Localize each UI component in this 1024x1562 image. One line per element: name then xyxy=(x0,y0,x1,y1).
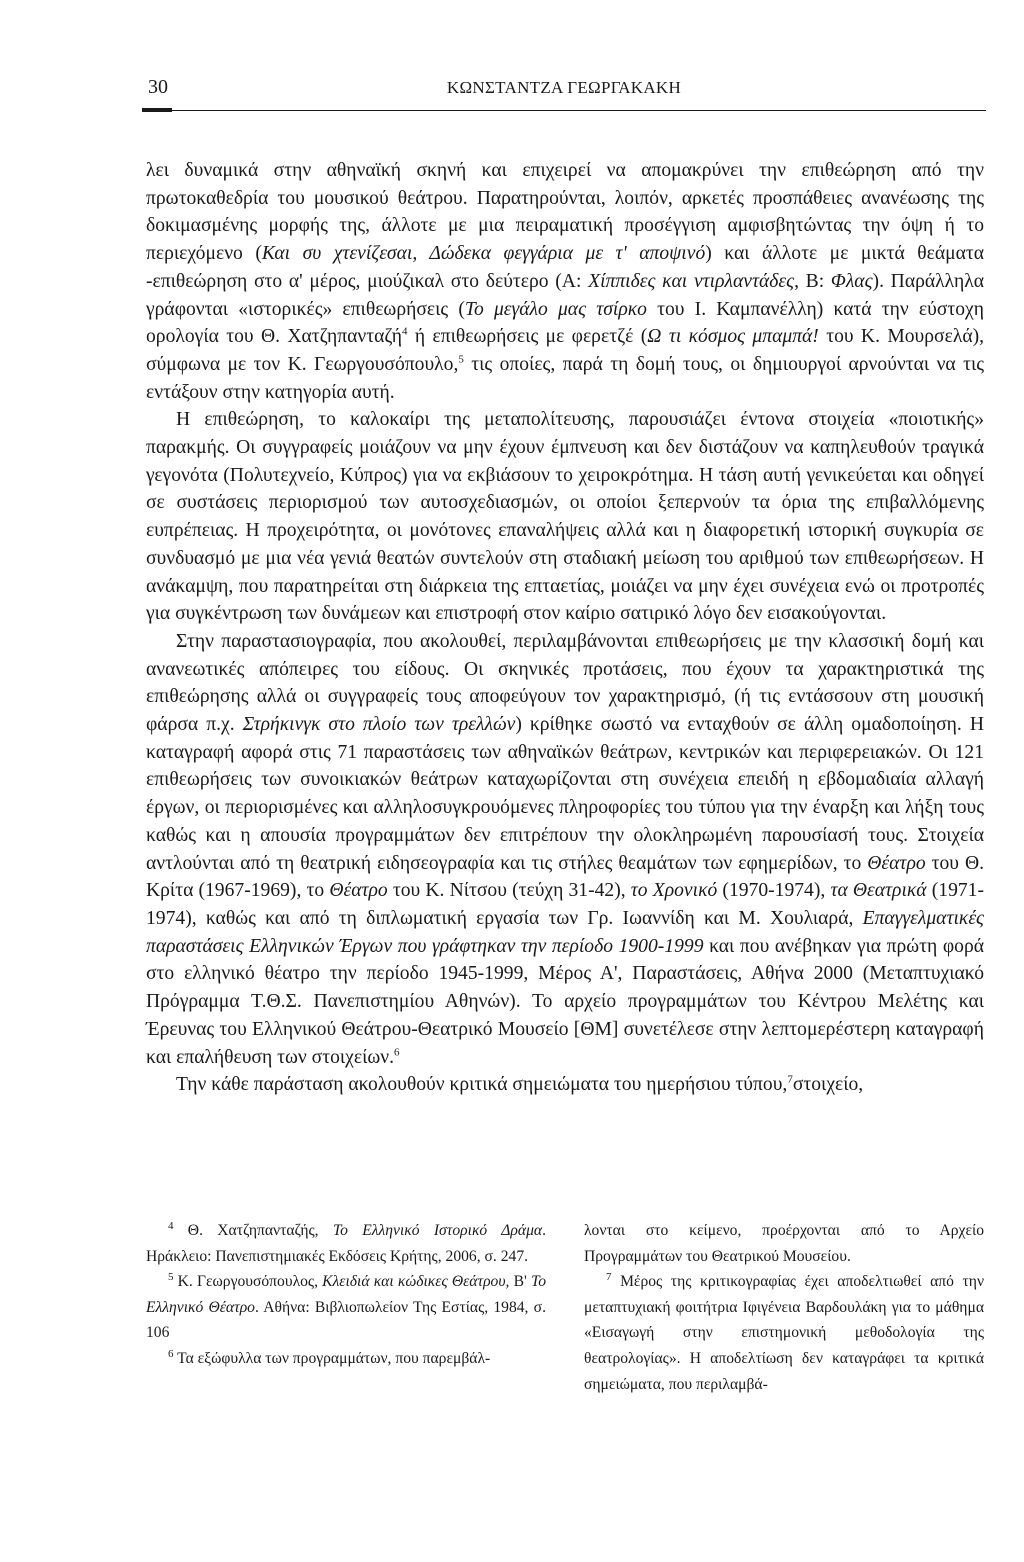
italic-title: Φλας xyxy=(830,270,873,292)
header-rule xyxy=(142,110,986,111)
text-run: . Αθήνα: Βιβλιοπωλείον Της Εστίας, 1984, σ. 106 xyxy=(146,1298,546,1342)
italic-title: Στρήκινγκ στο πλοίο των τρελλών xyxy=(242,714,516,736)
text-run: ). Παράλληλα γράφονται «ιστορικές» επιθεωρήσεις ( xyxy=(146,270,984,320)
footnote-7 xyxy=(584,1269,984,1397)
footnotes-left-column xyxy=(146,1218,546,1372)
footnote-ref: 7 xyxy=(606,1271,612,1283)
footnote-ref: 5 xyxy=(458,353,464,366)
italic-title: Το μεγάλο μας τσίρκο xyxy=(464,298,647,320)
text-run: Στην παραστασιογραφία, που ακολουθεί, περιλαμβάνονται επιθεωρήσεις με την κλασσική δομή και ανανεωτικές απόπειρες του είδους. Οι σκηνικές προτάσεις, που έχουν τα χαρακτηριστικά της επιθεώρησης αλλά οι συγγραφείς τους αποφεύγουν τον χαρακτηρισμό, (ή τις εντάσσουν στη μουσική φάρσα π.χ. xyxy=(146,630,984,736)
text-run: του Θ. Κρίτα (1967-1969), το xyxy=(146,852,985,902)
footnote-5 xyxy=(146,1269,546,1346)
italic-title: Θέατρο xyxy=(329,880,388,902)
paragraph-1 xyxy=(146,157,984,406)
page-header xyxy=(142,76,986,102)
footnotes-right-column xyxy=(584,1218,984,1397)
text-run: Κ. Γεωργουσόπουλος, xyxy=(173,1273,323,1291)
footnote-ref: 7 xyxy=(787,1073,793,1086)
running-title: ΚΩΝΣΤΑΝΤΖΑ ΓΕΩΡΓΑΚΑΚΗ xyxy=(446,78,682,97)
footnote-ref: 6 xyxy=(168,1347,174,1360)
text-run: λονται στο κείμενο, προέρχονται από το Αρχείο Προγραμμάτων του Θεατρικού Μουσείου. xyxy=(584,1222,984,1265)
text-run: λει δυναμικά στην αθηναϊκή σκηνή και επιχειρεί να απομακρύνει την επιθεώρηση από την πρωτοκαθεδρία του μουσικού θεάτρου. Παρατηρούνται, λοιπόν, αρκετές προσπάθειες ανανέωσης της δοκιμασμένης μορφής της, άλλοτε με μια πειραματική προσέγγιση αμφισβητώντας την όψη ή το περιεχόμενο ( xyxy=(146,160,984,265)
text-run: τις οποίες, παρά τη δομή τους, οι δημιουργοί αρνούνται να τις εντάξουν στην κατηγορία αυτή. xyxy=(146,353,984,403)
italic-title: Το Ελληνικό Θέατρο xyxy=(146,1273,546,1316)
text-run: (1971-1974), καθώς και από τη διπλωματική εργασία των Γρ. Ιωαννίδη και Μ. Χουλιαρά, xyxy=(146,880,984,929)
paragraph-2 xyxy=(146,406,984,628)
footnote-6-continued xyxy=(584,1218,984,1269)
footnote-ref: 4 xyxy=(168,1219,174,1232)
italic-title: Χίππιδες και ντιρλαντάδες xyxy=(588,270,795,292)
text-run: στοιχείο, xyxy=(792,1074,864,1096)
italic-title: τα Θεατρικά xyxy=(830,880,927,902)
text-run: ) κρίθηκε σωστό να ενταχθούν σε άλλη ομαδοποίηση. Η καταγραφή αφορά στις 71 παραστάσεις των αθηναϊκών θεάτρων, κεντρικών και περιφερειακών. Οι 121 επιθεωρήσεις των συνοικιακών θεάτρων καταχωρίζονται στη συνέχεια επειδή η εβδομαδιαία αλλαγή έργων, οι περιορισμένες και αλληλοσυγκρουόμενες πληροφορίες του τύπου για την έναρξη και λήξη τους καθώς και η απουσία προγραμμάτων δεν επιτρέπουν την ολοκληρωμένη παρουσίασή τους. Στοιχεία αντλούνται από τη θεατρική ειδησεογραφία και τις στήλες θεαμάτων των εφημερίδων, το xyxy=(146,714,984,874)
text-run: Τα εξώφυλλα των προγραμμάτων, που παρεμβάλ- xyxy=(173,1349,491,1367)
text-run: Β' xyxy=(513,1273,531,1291)
text-run: , Β: xyxy=(794,270,831,292)
italic-title: Κλειδιά και κώδικες Θεάτρου, xyxy=(322,1273,514,1291)
text-run: ή επιθεωρήσεις με φερετζέ ( xyxy=(407,326,648,348)
italic-title: Το Ελληνικό Ιστορικό Δράμα xyxy=(332,1222,543,1239)
text-run: του Κ. Νίτσου (τεύχη 31-42), xyxy=(387,880,631,902)
text-run: (1970-1974), xyxy=(717,880,831,902)
italic-title: Θέατρο xyxy=(867,852,926,874)
body-text xyxy=(146,157,984,1099)
italic-title: Επαγγελματικές παραστάσεις Ελληνικών Έργων που γράφτηκαν την περίοδο 1900-1999 xyxy=(146,907,984,957)
text-run: Την κάθε παράσταση ακολουθούν κριτικά σημειώματα του ημερήσιου τύπου, xyxy=(176,1074,788,1096)
italic-title: Ω τι κόσμος μπαμπά! xyxy=(647,326,819,348)
text-run: του Κ. Μουρσελά), σύμφωνα με τον Κ. Γεωργουσόπουλο, xyxy=(146,326,985,375)
footnote-ref: 4 xyxy=(402,325,408,338)
footnote-4 xyxy=(146,1218,546,1269)
text-run: Θ. Χατζηπανταζής, xyxy=(173,1222,333,1239)
text-run: Μέρος της κριτικογραφίας έχει αποδελτιωθεί από την μεταπτυχιακή φοιτήτρια Ιφιγένεια Βαρδουλάκη για το μάθημα «Εισαγωγή στην επιστημονική μεθοδολογία της θεατρολογίας». Η αποδελτίωση δεν καταγράφει τα κριτικά σημειώματα, που περιλαμβά- xyxy=(584,1273,984,1393)
paragraph-4 xyxy=(146,1071,984,1099)
text-run: Η επιθεώρηση, το καλοκαίρι της μεταπολίτευσης, παρουσιάζει έντονα στοιχεία «ποιοτικής» παρακμής. Οι συγγραφείς μοιάζουν να μην έχουν έμπνευση και δεν διστάζουν να καπηλευθούν τραγικά γεγονότα (Πολυτεχνείο, Κύπρος) για να εκβιάσουν το χειροκρότημα. Η τάση αυτή γενικεύεται και οδηγεί σε συστάσεις περιορισμού των αυτοσχεδιασμών, οι οποίοι ξεπερνούν τα όρια της επιβαλλόμενης ευπρέπειας. Η προχειρότητα, οι μονότονες επαναλήψεις αλλά και η διαφορετική ιστορική συγκυρία σε συνδυασμό με μια νέα γενιά θεατών συντελούν στη σταδιακή μείωση του αριθμού των επιθεωρήσεων. Η ανάκαμψη, που παρατηρείται στη διάρκεια της επταετίας, μοιάζει να μην έχει συνέχεια ενώ οι προτροπές για συγκέντρωση των δυνάμεων και επιστροφή στον καίριο σατιρικό λόγο δεν εισακούγονται. xyxy=(146,409,984,625)
text-run: ) και άλλοτε με μικτά θεάματα -επιθεώρηση στο α' μέρος, μιούζικαλ στο δεύτερο (Α: xyxy=(146,243,984,292)
footnote-ref: 5 xyxy=(168,1271,174,1283)
page-number: 30 xyxy=(148,76,168,98)
text-run: και που ανέβηκαν για πρώτη φορά στο ελληνικό θέατρο την περίοδο 1945-1999, Μέρος Α', Παραστάσεις, Αθήνα 2000 (Μεταπτυχιακό Πρόγραμμα Τ.Θ.Σ. Πανεπιστημίου Αθηνών). Το αρχείο προγραμμάτων του Κέντρου Μελέτης και Έρευνας του Ελληνικού Θεάτρου-Θεατρικό Μουσείο [ΘΜ] συνετέλεσε στην λεπτομερέστερη καταγραφή και επαλήθευση των στοιχείων. xyxy=(146,935,985,1068)
footnote-6 xyxy=(146,1346,546,1372)
italic-title: το Χρονικό xyxy=(630,880,718,902)
italic-title: Και συ χτενίζεσαι, Δώδεκα φεγγάρια με τ' αποψινό xyxy=(261,243,706,265)
footnote-ref: 6 xyxy=(394,1045,400,1058)
text-run: . Ηράκλειο: Πανεπιστημιακές Εκδόσεις Κρήτης, 2006, σ. 247. xyxy=(146,1222,546,1265)
paragraph-3 xyxy=(146,628,984,1071)
text-run: του Ι. Καμπανέλλη) κατά την εύστοχη ορολογία του Θ. Χατζηπανταζή xyxy=(146,298,985,348)
